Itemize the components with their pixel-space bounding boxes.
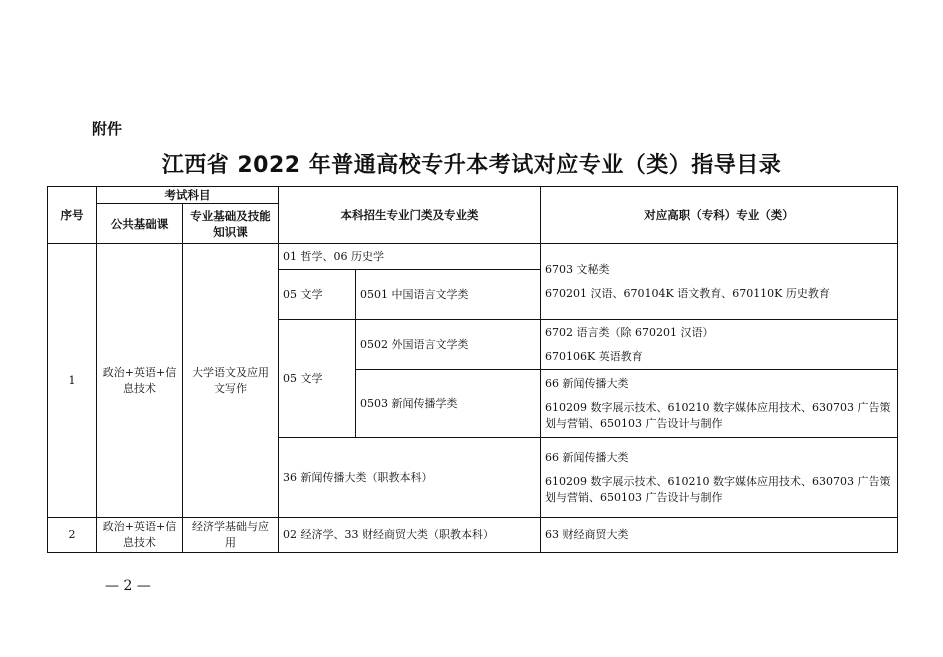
header-serial: 序号 xyxy=(48,187,97,244)
row2-serial: 2 xyxy=(48,518,97,553)
major-catalog-table xyxy=(47,186,898,553)
header-public-basic: 公共基础课 xyxy=(97,204,183,244)
row1-voc-language xyxy=(541,320,898,370)
voc-category: 6703 文秘类 xyxy=(545,262,610,276)
voc-category: 6702 语言类（除 670201 汉语） xyxy=(545,325,714,339)
row1-chinese-literature: 0501 中国语言文学类 xyxy=(356,270,541,320)
voc-majors: 610209 数字展示技术、610210 数字媒体应用技术、630703 广告策划与营销、650103 广告设计与制作 xyxy=(545,400,891,430)
header-undergrad-majors: 本科招生专业门类及专业类 xyxy=(279,187,541,244)
document-title: 江西省 2022 年普通高校专升本考试对应专业（类）指导目录 xyxy=(161,153,782,178)
header-professional-basic: 专业基础及技能知识课 xyxy=(183,204,279,244)
voc-majors: 610209 数字展示技术、610210 数字媒体应用技术、630703 广告策划与营销、650103 广告设计与制作 xyxy=(545,474,891,504)
row1-foreign-literature: 0502 外国语言文学类 xyxy=(356,320,541,370)
page-number: — 2 — xyxy=(105,578,151,594)
voc-majors: 670201 汉语、670104K 语文教育、670110K 历史教育 xyxy=(545,286,830,300)
row1-professional-subjects: 大学语文及应用文写作 xyxy=(183,244,279,518)
voc-majors: 670106K 英语教育 xyxy=(545,349,643,363)
row2-professional-subjects: 经济学基础与应用 xyxy=(183,518,279,553)
row1-journalism-vocational-bachelor: 36 新闻传播大类（职教本科） xyxy=(279,438,541,518)
row1-serial: 1 xyxy=(48,244,97,518)
row1-journalism: 0503 新闻传播学类 xyxy=(356,370,541,438)
row1-voc-journalism xyxy=(541,370,898,438)
row1-literature-category-2: 05 文学 xyxy=(279,320,356,438)
row1-literature-category: 05 文学 xyxy=(279,270,356,320)
row2-public-subjects: 政治+英语+信息技术 xyxy=(97,518,183,553)
row1-voc-secretarial xyxy=(541,244,898,320)
row2-voc-finance: 63 财经商贸大类 xyxy=(541,518,898,553)
header-vocational-majors: 对应高职（专科）专业（类） xyxy=(541,187,898,244)
header-exam-subjects: 考试科目 xyxy=(97,187,279,204)
row1-voc-journalism-2 xyxy=(541,438,898,518)
voc-category: 66 新闻传播大类 xyxy=(545,376,629,390)
attachment-label: 附件 xyxy=(92,120,123,138)
row2-economics: 02 经济学、33 财经商贸大类（职教本科） xyxy=(279,518,541,553)
row1-philosophy-history: 01 哲学、06 历史学 xyxy=(279,244,541,270)
voc-category: 66 新闻传播大类 xyxy=(545,450,629,464)
row1-public-subjects: 政治+英语+信息技术 xyxy=(97,244,183,518)
